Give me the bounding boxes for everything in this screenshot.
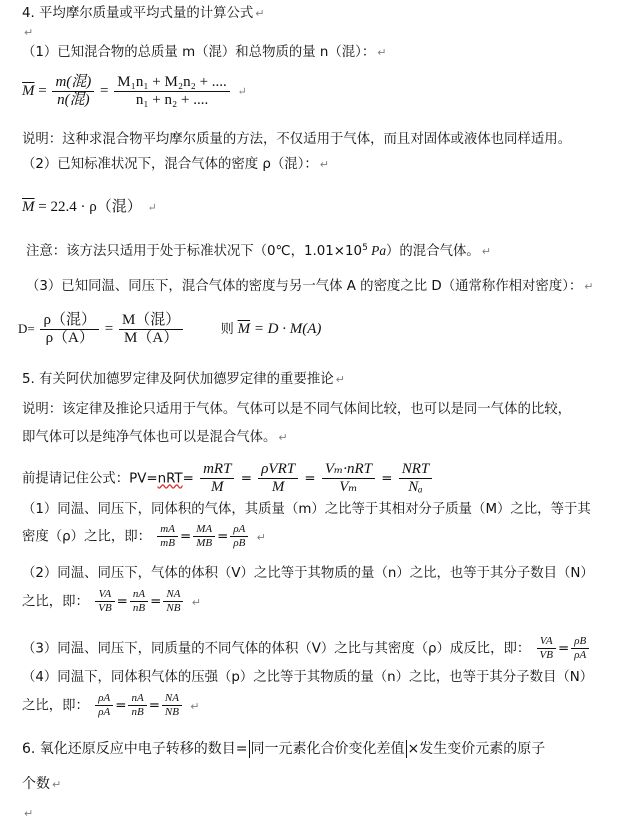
section-6-tail: 个数 ↵ <box>22 776 62 792</box>
return-mark: ↵ <box>24 807 34 820</box>
return-mark: ↵ <box>256 530 266 544</box>
ratio-fraction: $\frac{MA}{MB}$ <box>193 523 215 550</box>
fraction-rho: $\frac{\text{ρ（混）}}{\rho(A)}$ <box>40 312 99 347</box>
return-mark: ↵ <box>335 373 345 386</box>
s5-r2b: 之比，即： $\frac{VA}{VB}$ = $\frac{nA}{nB}$ = $\frac{NA}{NB}$ ↵ <box>22 588 201 614</box>
premise-fraction-2: $\frac{\text{ρVRT}}{M}$ <box>258 461 298 496</box>
ratio-fraction: $\frac{NA}{NB}$ <box>163 588 183 615</box>
ratio-fraction: $\frac{\rho A}{\rho B}$ <box>230 523 248 550</box>
s5-r3: （3）同温、同压下，同质量的不同气体的体积（V）之比与其密度（ρ）成反比，即： $\frac{VA}{VB}$ = $\frac{\rho B}{\rho A}$ <box>22 635 591 662</box>
fraction-sum: $\frac{\text{M₁n₁ + M₂n₂ + ....}}{\text{n₁ + n₂ + ....}}$ <box>114 74 230 109</box>
return-mark: ↵ <box>481 245 491 258</box>
m-bar: $\overline{M}$ <box>237 320 251 337</box>
formula-density: $\overline{M} = 22.4 \cdot \rho$（混） ↵ <box>22 199 157 215</box>
s5-r1b: 密度（ρ）之比，即： $\frac{mA}{mB}$ = $\frac{MA}{MB}$ = $\frac{\rho A}{\rho B}$ ↵ <box>22 523 266 549</box>
section-6: 6. 氧化还原反应中电子转移的数目= 同一元素化合价变化差值 ×发生变价元素的原子 <box>22 741 546 757</box>
return-mark: ↵ <box>237 85 247 98</box>
return-mark: ↵ <box>319 158 329 171</box>
formula-relative-density: D= $\frac{\text{ρ（混）}}{\rho(A)}$ = $\frac{\text{M（混）}}{M(A)}$ 则 $\overline{M} = D \cdot M(A)$ <box>18 312 322 346</box>
s4-p1: （1）已知混合物的总质量 m（混）和总物质的量 n（混）： ↵ <box>22 45 387 60</box>
section-4-title: 4. 平均摩尔质量或平均式量的计算公式 ↵ <box>22 6 265 21</box>
section-5-title: 5. 有关阿伏加德罗定律及阿伏加德罗定律的重要推论 ↵ <box>22 372 345 387</box>
m-bar: $\overline{M}$ <box>22 199 35 215</box>
s5-d1: 说明：该定律及推论只适用于气体。气体可以是不同气体间比较，也可以是同一气体的比较， <box>22 402 572 417</box>
equals: = <box>38 82 47 99</box>
return-mark: ↵ <box>24 26 34 39</box>
blank-line <box>22 24 33 42</box>
formula-avg-molar-mass: $\overline{M}$ = $\frac{\text{m(混)}}{\text{n(混)}}$ = $\frac{\text{M₁n₁ + M₂n₂ + ....}}{\text{n₁ + n₂ + ....}}$ ↵ <box>22 74 247 108</box>
return-mark: ↵ <box>191 595 201 609</box>
m-bar: $\overline{M}$ <box>22 82 35 99</box>
return-mark: ↵ <box>190 699 200 713</box>
ratio-fraction: $\frac{\rho B}{\rho A}$ <box>571 635 589 662</box>
return-mark: ↵ <box>147 202 157 214</box>
premise-fraction-3: $\frac{\text{Vₘ·nRT}}{\text{Vₘ}}$ <box>322 461 375 496</box>
ratio-fraction: $\frac{NA}{NB}$ <box>162 692 182 719</box>
s4-p2: （2）已知标准状况下，混合气体的密度 ρ（混）： ↵ <box>22 157 329 172</box>
return-mark: ↵ <box>377 46 387 59</box>
s4-p3: （3）已知同温、同压下，混合气体的密度与另一气体 A 的密度之比 D（通常称作相对密度）： ↵ <box>26 279 594 294</box>
s5-premise: 前提请记住公式：PV=nRT= $\frac{\text{mRT}}{M}$ = $\frac{\text{ρVRT}}{M}$ = $\frac{\text{Vₘ·nRT}}{\text{Vₘ}}$ = $\frac{\text{NRT}}{\text{Nₐ}}$ <box>22 461 434 496</box>
abs-bar-right <box>406 740 407 758</box>
ratio-fraction: $\frac{nA}{nB}$ <box>130 588 148 615</box>
premise-fraction-4: $\frac{\text{NRT}}{\text{Nₐ}}$ <box>399 461 433 496</box>
blank-line <box>22 805 33 823</box>
ratio-fraction: $\frac{VA}{VB}$ <box>537 635 556 662</box>
fraction-M: $\frac{\text{M（混）}}{M(A)}$ <box>119 312 183 347</box>
fraction-m-over-n: $\frac{\text{m(混)}}{\text{n(混)}}$ <box>52 74 94 109</box>
return-mark: ↵ <box>52 778 62 791</box>
abs-bar-left <box>249 740 250 758</box>
s5-r2a: （2）同温、同压下，气体的体积（V）之比等于其物质的量（n）之比，也等于其分子数目（N） <box>22 566 594 581</box>
s4-note1: 说明：这种求混合物平均摩尔质量的方法，不仅适用于气体，而且对固体或液体也同样适用。 <box>22 132 572 147</box>
s5-r4b: 之比，即： $\frac{\rho A}{\rho A}$ = $\frac{nA}{nB}$ = $\frac{NA}{NB}$ ↵ <box>22 692 200 718</box>
premise-fraction-1: $\frac{\text{mRT}}{M}$ <box>200 461 234 496</box>
s5-d2: 即气体可以是纯净气体也可以是混合气体。 ↵ <box>22 430 288 445</box>
ratio-fraction: $\frac{nA}{nB}$ <box>128 692 146 719</box>
ratio-fraction: $\frac{mA}{mB}$ <box>157 523 178 550</box>
return-mark: ↵ <box>584 280 594 293</box>
return-mark: ↵ <box>278 431 288 444</box>
s5-r1a: （1）同温、同压下，同体积的气体，其质量（m）之比等于其相对分子质量（M）之比，等于其 <box>22 502 591 517</box>
s4-note2: 注意：该方法只适用于处于标准状况下（0℃，$1.01\times 10^5$ Pa）的混合气体。 ↵ <box>26 243 491 259</box>
ratio-fraction: $\frac{\rho A}{\rho A}$ <box>95 692 113 719</box>
ratio-fraction: $\frac{VA}{VB}$ <box>95 588 114 615</box>
return-mark: ↵ <box>255 7 265 20</box>
s5-r4a: （4）同温下，同体积气体的压强（p）之比等于其物质的量（n）之比，也等于其分子数目（N） <box>22 670 594 685</box>
